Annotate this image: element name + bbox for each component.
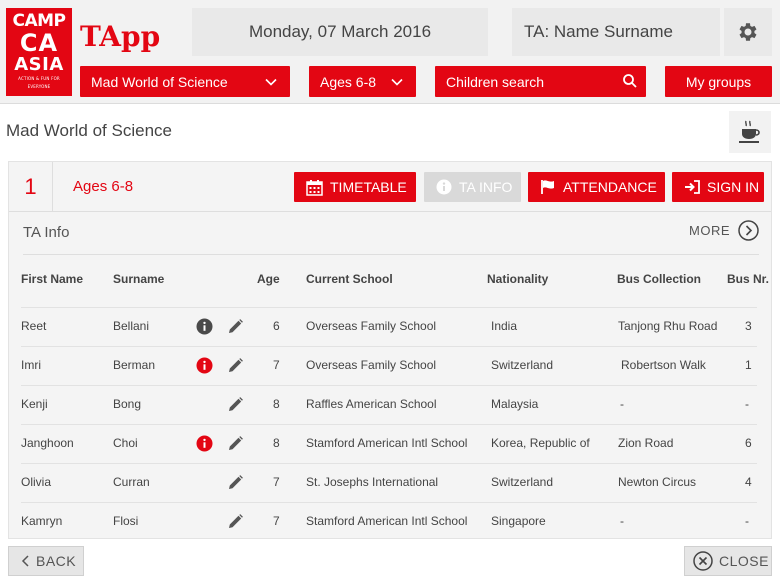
table-row[interactable] — [9, 385, 771, 424]
cell-bus-nr: - — [745, 397, 749, 411]
ta-info-heading: TA Info — [23, 224, 70, 241]
cell-age: 8 — [273, 436, 280, 450]
coffee-cup-icon — [737, 119, 763, 145]
calendar-icon — [306, 179, 323, 196]
chevron-down-icon — [264, 75, 278, 89]
date-text: Monday, 07 March 2016 — [248, 22, 432, 41]
row-divider — [21, 424, 757, 425]
cell-first-name: Kenji — [21, 397, 48, 411]
ta-info-button[interactable] — [424, 172, 521, 202]
back-button[interactable] — [8, 546, 84, 576]
search-icon — [622, 73, 638, 89]
cell-current-school: St. Josephs International — [306, 475, 439, 489]
my-groups-label: My groups — [685, 73, 752, 90]
gear-icon — [736, 20, 760, 44]
cell-bus-collection: - — [620, 397, 624, 411]
cell-bus-collection: - — [620, 514, 624, 528]
cell-current-school: Stamford American Intl School — [306, 436, 468, 450]
cell-nationality: Switzerland — [491, 358, 554, 372]
sign-in-button[interactable] — [672, 172, 764, 202]
cell-first-name: Janghoon — [21, 436, 74, 450]
logo-tagline: ACTION & FUN FOR EVERYONE — [18, 76, 60, 89]
flag-icon — [540, 179, 556, 195]
cell-bus-collection: Robertson Walk — [621, 358, 706, 372]
ages-dropdown-value: Ages 6-8 — [320, 73, 377, 90]
cell-bus-collection: Newton Circus — [618, 475, 697, 489]
close-circle-icon — [693, 551, 713, 571]
row-divider — [21, 502, 757, 503]
table-row[interactable] — [9, 307, 771, 346]
cell-nationality: Singapore — [491, 514, 546, 528]
column-header-nationality: Nationality — [487, 272, 549, 286]
ta-info-label: TA INFO — [459, 179, 513, 195]
attendance-button[interactable] — [528, 172, 665, 202]
timetable-label: TIMETABLE — [330, 179, 407, 195]
attendance-label: ATTENDANCE — [563, 179, 657, 195]
row-divider — [21, 385, 757, 386]
cell-bus-collection: Zion Road — [618, 436, 674, 450]
cell-age: 7 — [273, 514, 280, 528]
row-divider — [21, 307, 757, 308]
ta-name-text: TA: Name Surname — [524, 22, 673, 41]
cell-current-school: Raffles American School — [306, 397, 437, 411]
row-divider — [21, 346, 757, 347]
group-name: Ages 6-8 — [73, 178, 134, 195]
cell-nationality: India — [491, 319, 518, 333]
logo-text-asia: ASIA — [14, 54, 64, 75]
chevron-left-icon — [21, 554, 31, 568]
cell-age: 6 — [273, 319, 280, 333]
section-divider — [23, 254, 759, 255]
column-header-age: Age — [257, 272, 280, 286]
app-title: TApp — [80, 20, 161, 53]
column-header-bus-nr: Bus Nr. — [727, 272, 770, 286]
logo-text-ca: CA — [19, 29, 59, 57]
pencil-icon[interactable] — [227, 435, 244, 452]
cell-current-school: Overseas Family School — [306, 319, 437, 333]
chevron-right-circle-icon — [738, 220, 759, 241]
pencil-icon[interactable] — [227, 396, 244, 413]
more-label: MORE — [689, 223, 730, 238]
group-header — [9, 162, 771, 212]
my-groups-button[interactable] — [665, 66, 772, 97]
cell-current-school: Stamford American Intl School — [306, 514, 468, 528]
cell-surname: Berman — [113, 358, 156, 372]
cell-nationality: Korea, Republic of — [491, 436, 590, 450]
close-button[interactable] — [684, 546, 772, 576]
cell-surname: Bong — [113, 397, 142, 411]
pencil-icon[interactable] — [227, 513, 244, 530]
info-icon — [436, 179, 452, 195]
close-label: CLOSE — [719, 553, 769, 569]
cell-bus-nr: 3 — [745, 319, 752, 333]
cell-nationality: Malaysia — [491, 397, 539, 411]
cell-age: 8 — [273, 397, 280, 411]
logo-text-camp: CAMP — [12, 11, 66, 31]
app-header — [0, 0, 780, 104]
date-display — [192, 8, 488, 56]
pencil-icon[interactable] — [227, 474, 244, 491]
cell-nationality: Switzerland — [491, 475, 554, 489]
children-search-placeholder: Children search — [446, 73, 545, 90]
sign-in-icon — [684, 179, 700, 195]
settings-button[interactable] — [724, 8, 772, 56]
cell-bus-collection: Tanjong Rhu Road — [618, 319, 718, 333]
cell-surname: Bellani — [113, 319, 150, 333]
column-header-bus-collection: Bus Collection — [617, 272, 702, 286]
column-header-first-name: First Name — [21, 272, 84, 286]
cell-first-name: Imri — [21, 358, 41, 372]
pencil-icon[interactable] — [227, 318, 244, 335]
group-number: 1 — [9, 162, 53, 212]
cell-current-school: Overseas Family School — [306, 358, 437, 372]
ta-name-display — [512, 8, 720, 56]
info-icon[interactable] — [196, 435, 213, 452]
pencil-icon[interactable] — [227, 357, 244, 374]
cell-age: 7 — [273, 358, 280, 372]
timetable-button[interactable] — [294, 172, 416, 202]
camp-asia-logo — [6, 8, 72, 96]
break-button[interactable] — [729, 111, 771, 153]
children-search-input[interactable] — [435, 66, 646, 97]
row-divider — [21, 463, 757, 464]
cell-first-name: Kamryn — [21, 514, 63, 528]
cell-bus-nr: 4 — [745, 475, 752, 489]
cell-surname: Choi — [113, 436, 138, 450]
cell-bus-nr: 1 — [745, 358, 752, 372]
chevron-down-icon — [390, 75, 404, 89]
table-row[interactable] — [9, 424, 771, 463]
cell-bus-nr: - — [745, 514, 749, 528]
more-button[interactable] — [689, 220, 759, 241]
program-dropdown-value: Mad World of Science — [91, 73, 228, 90]
table-row[interactable] — [9, 463, 771, 502]
back-label: BACK — [36, 553, 77, 569]
ages-dropdown[interactable] — [309, 66, 416, 97]
sign-in-label: SIGN IN — [707, 179, 760, 195]
info-icon[interactable] — [196, 318, 213, 335]
cell-bus-nr: 6 — [745, 436, 752, 450]
info-icon[interactable] — [196, 357, 213, 374]
cell-age: 7 — [273, 475, 280, 489]
cell-surname: Flosi — [113, 514, 139, 528]
column-header-surname: Surname — [113, 272, 165, 286]
cell-surname: Curran — [113, 475, 150, 489]
table-row[interactable] — [9, 502, 771, 541]
group-panel — [8, 161, 772, 539]
column-header-current-school: Current School — [306, 272, 393, 286]
table-row[interactable] — [9, 346, 771, 385]
cell-first-name: Reet — [21, 319, 47, 333]
program-dropdown[interactable] — [80, 66, 290, 97]
cell-first-name: Olivia — [21, 475, 52, 489]
page-title: Mad World of Science — [6, 121, 172, 140]
